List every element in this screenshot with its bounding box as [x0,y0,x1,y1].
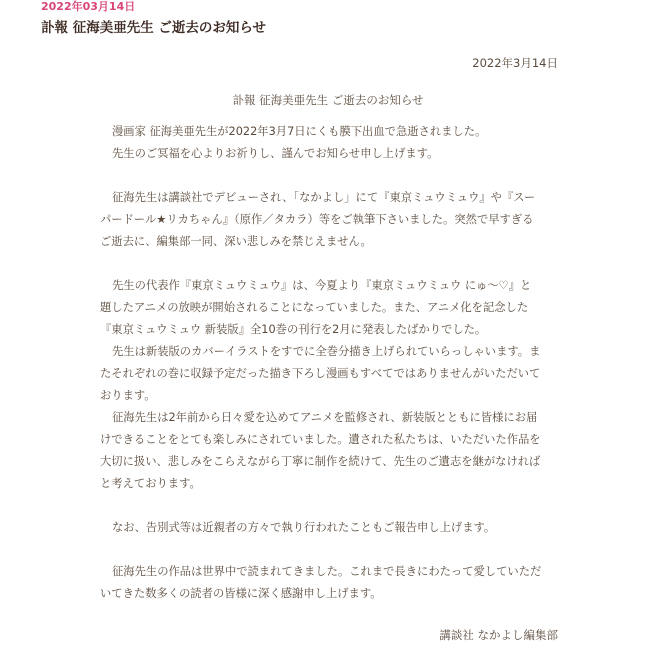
document-body [100,121,560,605]
paragraph-line: いてきた数多くの読者の皆様に深く感謝申し上げます。 [100,587,382,600]
paragraph-line: 征海先生の作品は世界中で読まれてきました。これまで長きにわたって愛していただ [112,565,542,578]
paragraph-line: 征海先生は2年前から日々愛を込めてアニメを監修され、新装版とともに皆様にお届 [112,411,538,424]
paragraph-announcement [100,121,560,165]
paragraph-funeral [100,517,560,539]
paragraph-line: けできることをとても楽しみにされていました。遺された私たちは、いただいた作品を [100,433,541,446]
paragraph-line: 題したアニメの放映が開始されることになっていました。また、アニメ化を記念した [100,301,529,314]
paragraph-line: 『東京ミュウミュウ 新装版』全10巻の刊行を2月に発表したばかりでした。 [100,323,487,336]
paragraph-spacer [100,253,560,275]
paragraph-line: 先生のご冥福を心よりお祈りし、謹んでお知らせ申し上げます。 [112,147,439,160]
paragraph-line: 先生の代表作『東京ミュウミュウ』は、今夏より『東京ミュウミュウ にゅ〜♡』と [112,279,532,292]
signature: 講談社 なかよし編集部 [439,628,558,642]
paragraph-spacer [100,495,560,517]
paragraph-line: と考えております。 [100,477,201,490]
paragraph-line: たそれぞれの巻に収録予定だった描き下ろし漫画もすべてではありませんがいただいて [100,367,541,380]
document-heading: 訃報 征海美亜先生 ご逝去のお知らせ [232,93,424,107]
paragraph-spacer [100,165,560,187]
header-date: 2022年03月14日 [41,0,136,13]
paragraph-line: おります。 [100,389,156,402]
document-date: 2022年3月14日 [472,56,558,70]
header-title: 訃報 征海美亜先生 ご逝去のお知らせ [41,20,266,36]
paragraph-anime [100,275,560,495]
paragraph-line: パードール★リカちゃん』（原作／タカラ）等をご執筆下さいました。突然で早すぎる [100,213,534,226]
paragraph-line: 先生は新装版のカバーイラストをすでに全巻分描き上げられていらっしゃいます。ま [112,345,541,358]
paragraph-spacer [100,539,560,561]
paragraph-line: 征海先生は講談社でデビューされ、「なかよし」にて『東京ミュウミュウ』や『スー [112,191,536,204]
paragraph-thanks [100,561,560,605]
paragraph-career [100,187,560,253]
paragraph-line: ご逝去に、編集部一同、深い悲しみを禁じえません。 [100,235,372,248]
paragraph-line: 漫画家 征海美亜先生が2022年3月7日にくも膜下出血で急逝されました。 [112,125,487,138]
paragraph-line: 大切に扱い、悲しみをこらえながら丁寧に制作を続けて、先生のご遺志を継がなければ [100,455,541,468]
paragraph-line: なお、告別式等は近親者の方々で執り行われたこともご報告申し上げます。 [112,521,496,534]
